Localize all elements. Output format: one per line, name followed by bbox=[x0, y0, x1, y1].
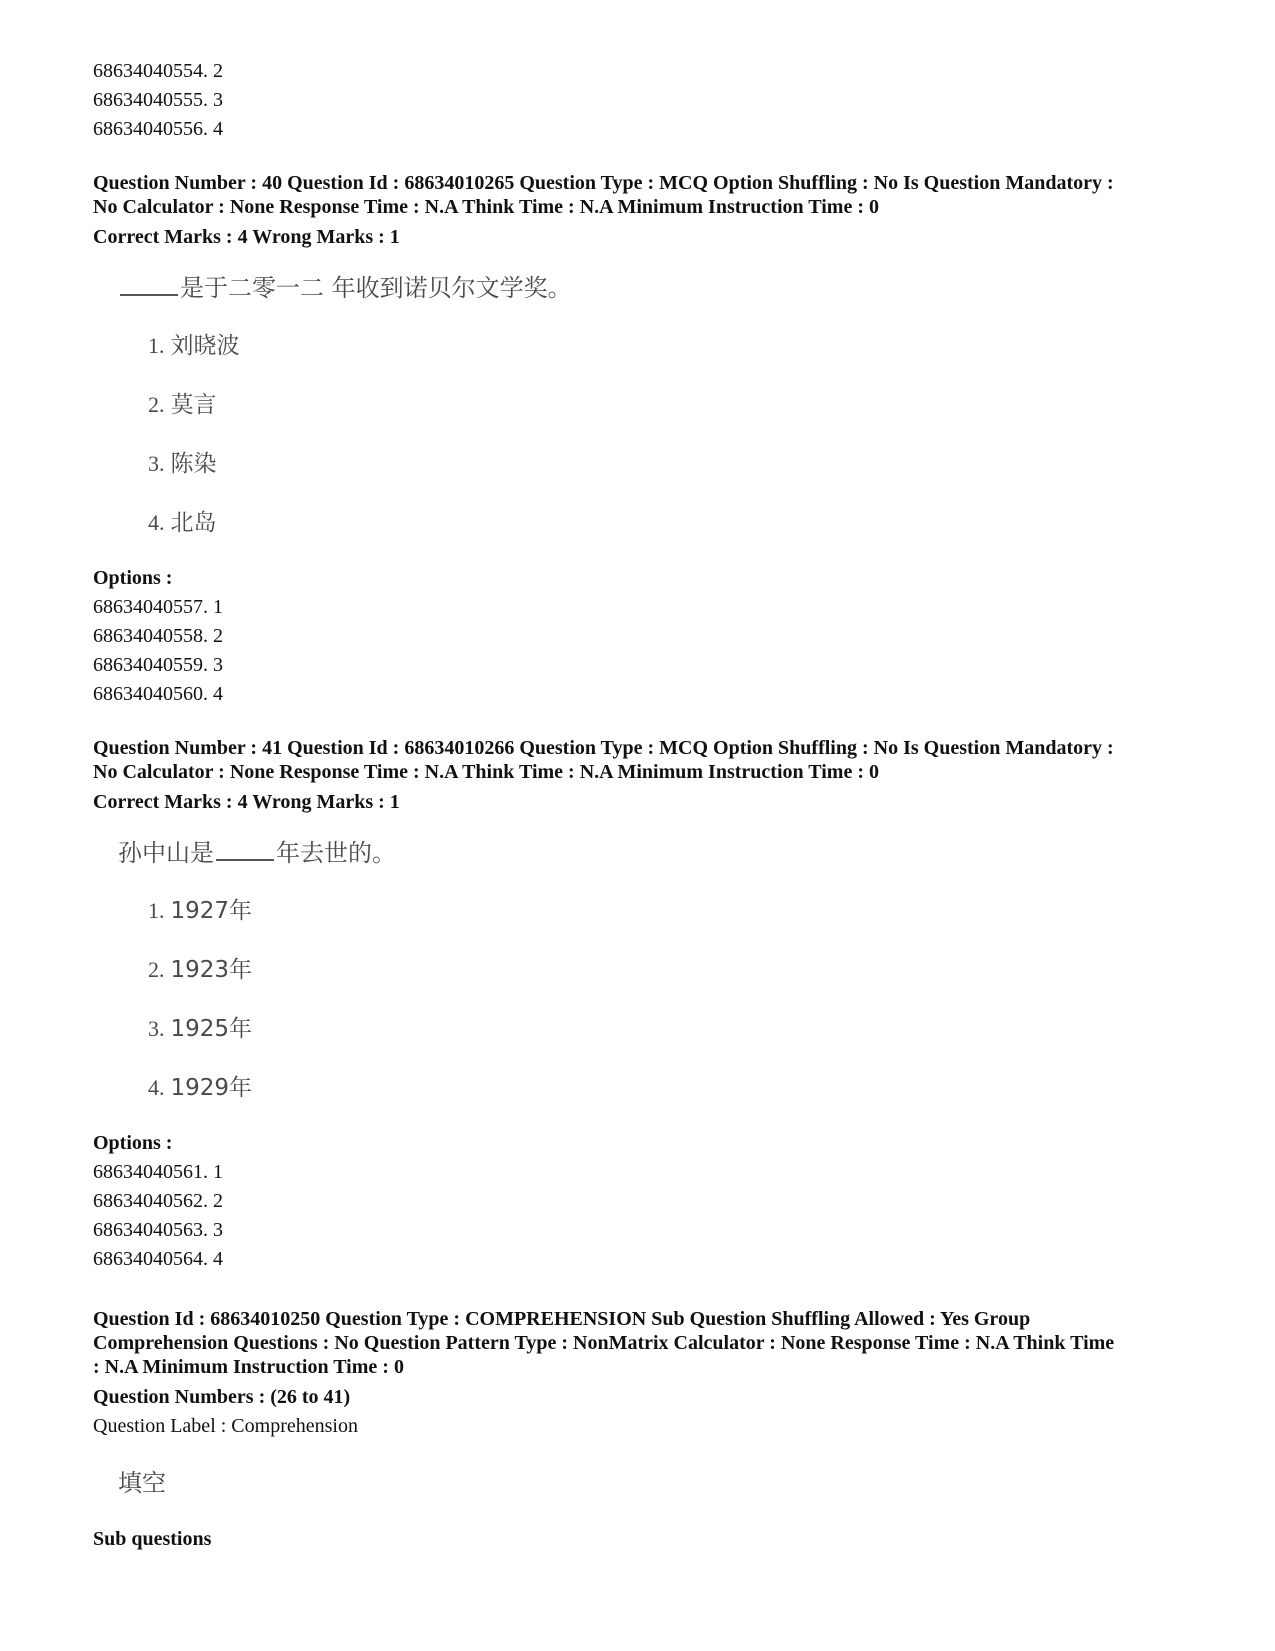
options-heading: Options : bbox=[93, 1132, 173, 1154]
choice-item bbox=[148, 375, 1193, 434]
question-41 bbox=[93, 736, 1193, 1274]
option-id-line: 68634040556. 4 bbox=[93, 118, 223, 140]
question-40 bbox=[93, 171, 1193, 709]
option-id-line: 68634040554. 2 bbox=[93, 60, 223, 82]
option-id-line: 68634040555. 3 bbox=[93, 89, 223, 111]
choice-text: 北岛 bbox=[170, 510, 217, 536]
option-id-line: 68634040561. 1 bbox=[93, 1161, 223, 1183]
option-id-line: 68634040558. 2 bbox=[93, 625, 223, 647]
choice-item bbox=[148, 493, 1193, 552]
choice-item bbox=[148, 316, 1193, 375]
option-id-line: 68634040563. 3 bbox=[93, 1219, 223, 1241]
choice-item bbox=[148, 999, 1193, 1058]
options-section bbox=[93, 564, 1193, 709]
question-label: Question Label : Comprehension bbox=[93, 1415, 358, 1437]
choice-number: 4. bbox=[148, 1075, 165, 1100]
choice-text: 1929年 bbox=[170, 1075, 253, 1101]
document-page bbox=[93, 57, 1193, 1574]
choice-number: 2. bbox=[148, 392, 165, 417]
question-marks: Correct Marks : 4 Wrong Marks : 1 bbox=[93, 226, 400, 248]
choice-number: 1. bbox=[148, 333, 165, 358]
choice-text: 1925年 bbox=[170, 1016, 253, 1042]
choice-text: 陈染 bbox=[170, 451, 217, 477]
options-section bbox=[93, 1129, 1193, 1274]
stem-text: 年去世的。 bbox=[276, 839, 396, 867]
question-meta-line: No Calculator : None Response Time : N.A Think Time : N.A Minimum Instruction Time : 0 bbox=[93, 761, 879, 783]
option-id-line: 68634040559. 3 bbox=[93, 654, 223, 676]
previous-options-list bbox=[93, 57, 1193, 144]
answer-choices bbox=[148, 881, 1193, 1117]
choice-number: 4. bbox=[148, 510, 165, 535]
choice-text: 刘晓波 bbox=[170, 333, 240, 359]
comprehension-block bbox=[93, 1307, 1193, 1554]
option-id-line: 68634040562. 2 bbox=[93, 1190, 223, 1212]
question-marks: Correct Marks : 4 Wrong Marks : 1 bbox=[93, 791, 400, 813]
choice-number: 1. bbox=[148, 898, 165, 923]
question-meta-line: Question Number : 40 Question Id : 68634010265 Question Type : MCQ Option Shuffling : No Is Question Mandatory : bbox=[93, 172, 1114, 194]
question-stem bbox=[118, 833, 1193, 873]
choice-text: 莫言 bbox=[170, 392, 217, 418]
choice-number: 3. bbox=[148, 1016, 165, 1041]
choice-item bbox=[148, 434, 1193, 493]
comprehension-title: 填空 bbox=[118, 1469, 166, 1497]
question-meta-line: : N.A Minimum Instruction Time : 0 bbox=[93, 1356, 404, 1378]
sub-questions-heading: Sub questions bbox=[93, 1528, 212, 1550]
question-meta-line: No Calculator : None Response Time : N.A Think Time : N.A Minimum Instruction Time : 0 bbox=[93, 196, 879, 218]
choice-item bbox=[148, 940, 1193, 999]
answer-choices bbox=[148, 316, 1193, 552]
question-meta-line: Question Id : 68634010250 Question Type : COMPREHENSION Sub Question Shuffling Allowed : Yes Group bbox=[93, 1308, 1031, 1330]
choice-number: 2. bbox=[148, 957, 165, 982]
choice-item bbox=[148, 881, 1193, 940]
question-meta-line: Comprehension Questions : No Question Pattern Type : NonMatrix Calculator : None Response Time : N.A Think Time bbox=[93, 1332, 1115, 1354]
fill-blank bbox=[216, 835, 274, 861]
stem-text: 孙中山是 bbox=[118, 839, 214, 867]
question-numbers: Question Numbers : (26 to 41) bbox=[93, 1386, 351, 1408]
choice-text: 1927年 bbox=[170, 898, 253, 924]
option-id-line: 68634040557. 1 bbox=[93, 596, 223, 618]
choice-item bbox=[148, 1058, 1193, 1117]
fill-blank bbox=[120, 270, 178, 296]
options-heading: Options : bbox=[93, 567, 173, 589]
question-meta-line: Question Number : 41 Question Id : 68634010266 Question Type : MCQ Option Shuffling : No Is Question Mandatory : bbox=[93, 737, 1114, 759]
stem-text: 是于二零一二 年收到诺贝尔文学奖。 bbox=[180, 274, 572, 302]
option-id-line: 68634040560. 4 bbox=[93, 683, 223, 705]
option-id-line: 68634040564. 4 bbox=[93, 1248, 223, 1270]
question-stem bbox=[118, 268, 1193, 308]
choice-number: 3. bbox=[148, 451, 165, 476]
choice-text: 1923年 bbox=[170, 957, 253, 983]
